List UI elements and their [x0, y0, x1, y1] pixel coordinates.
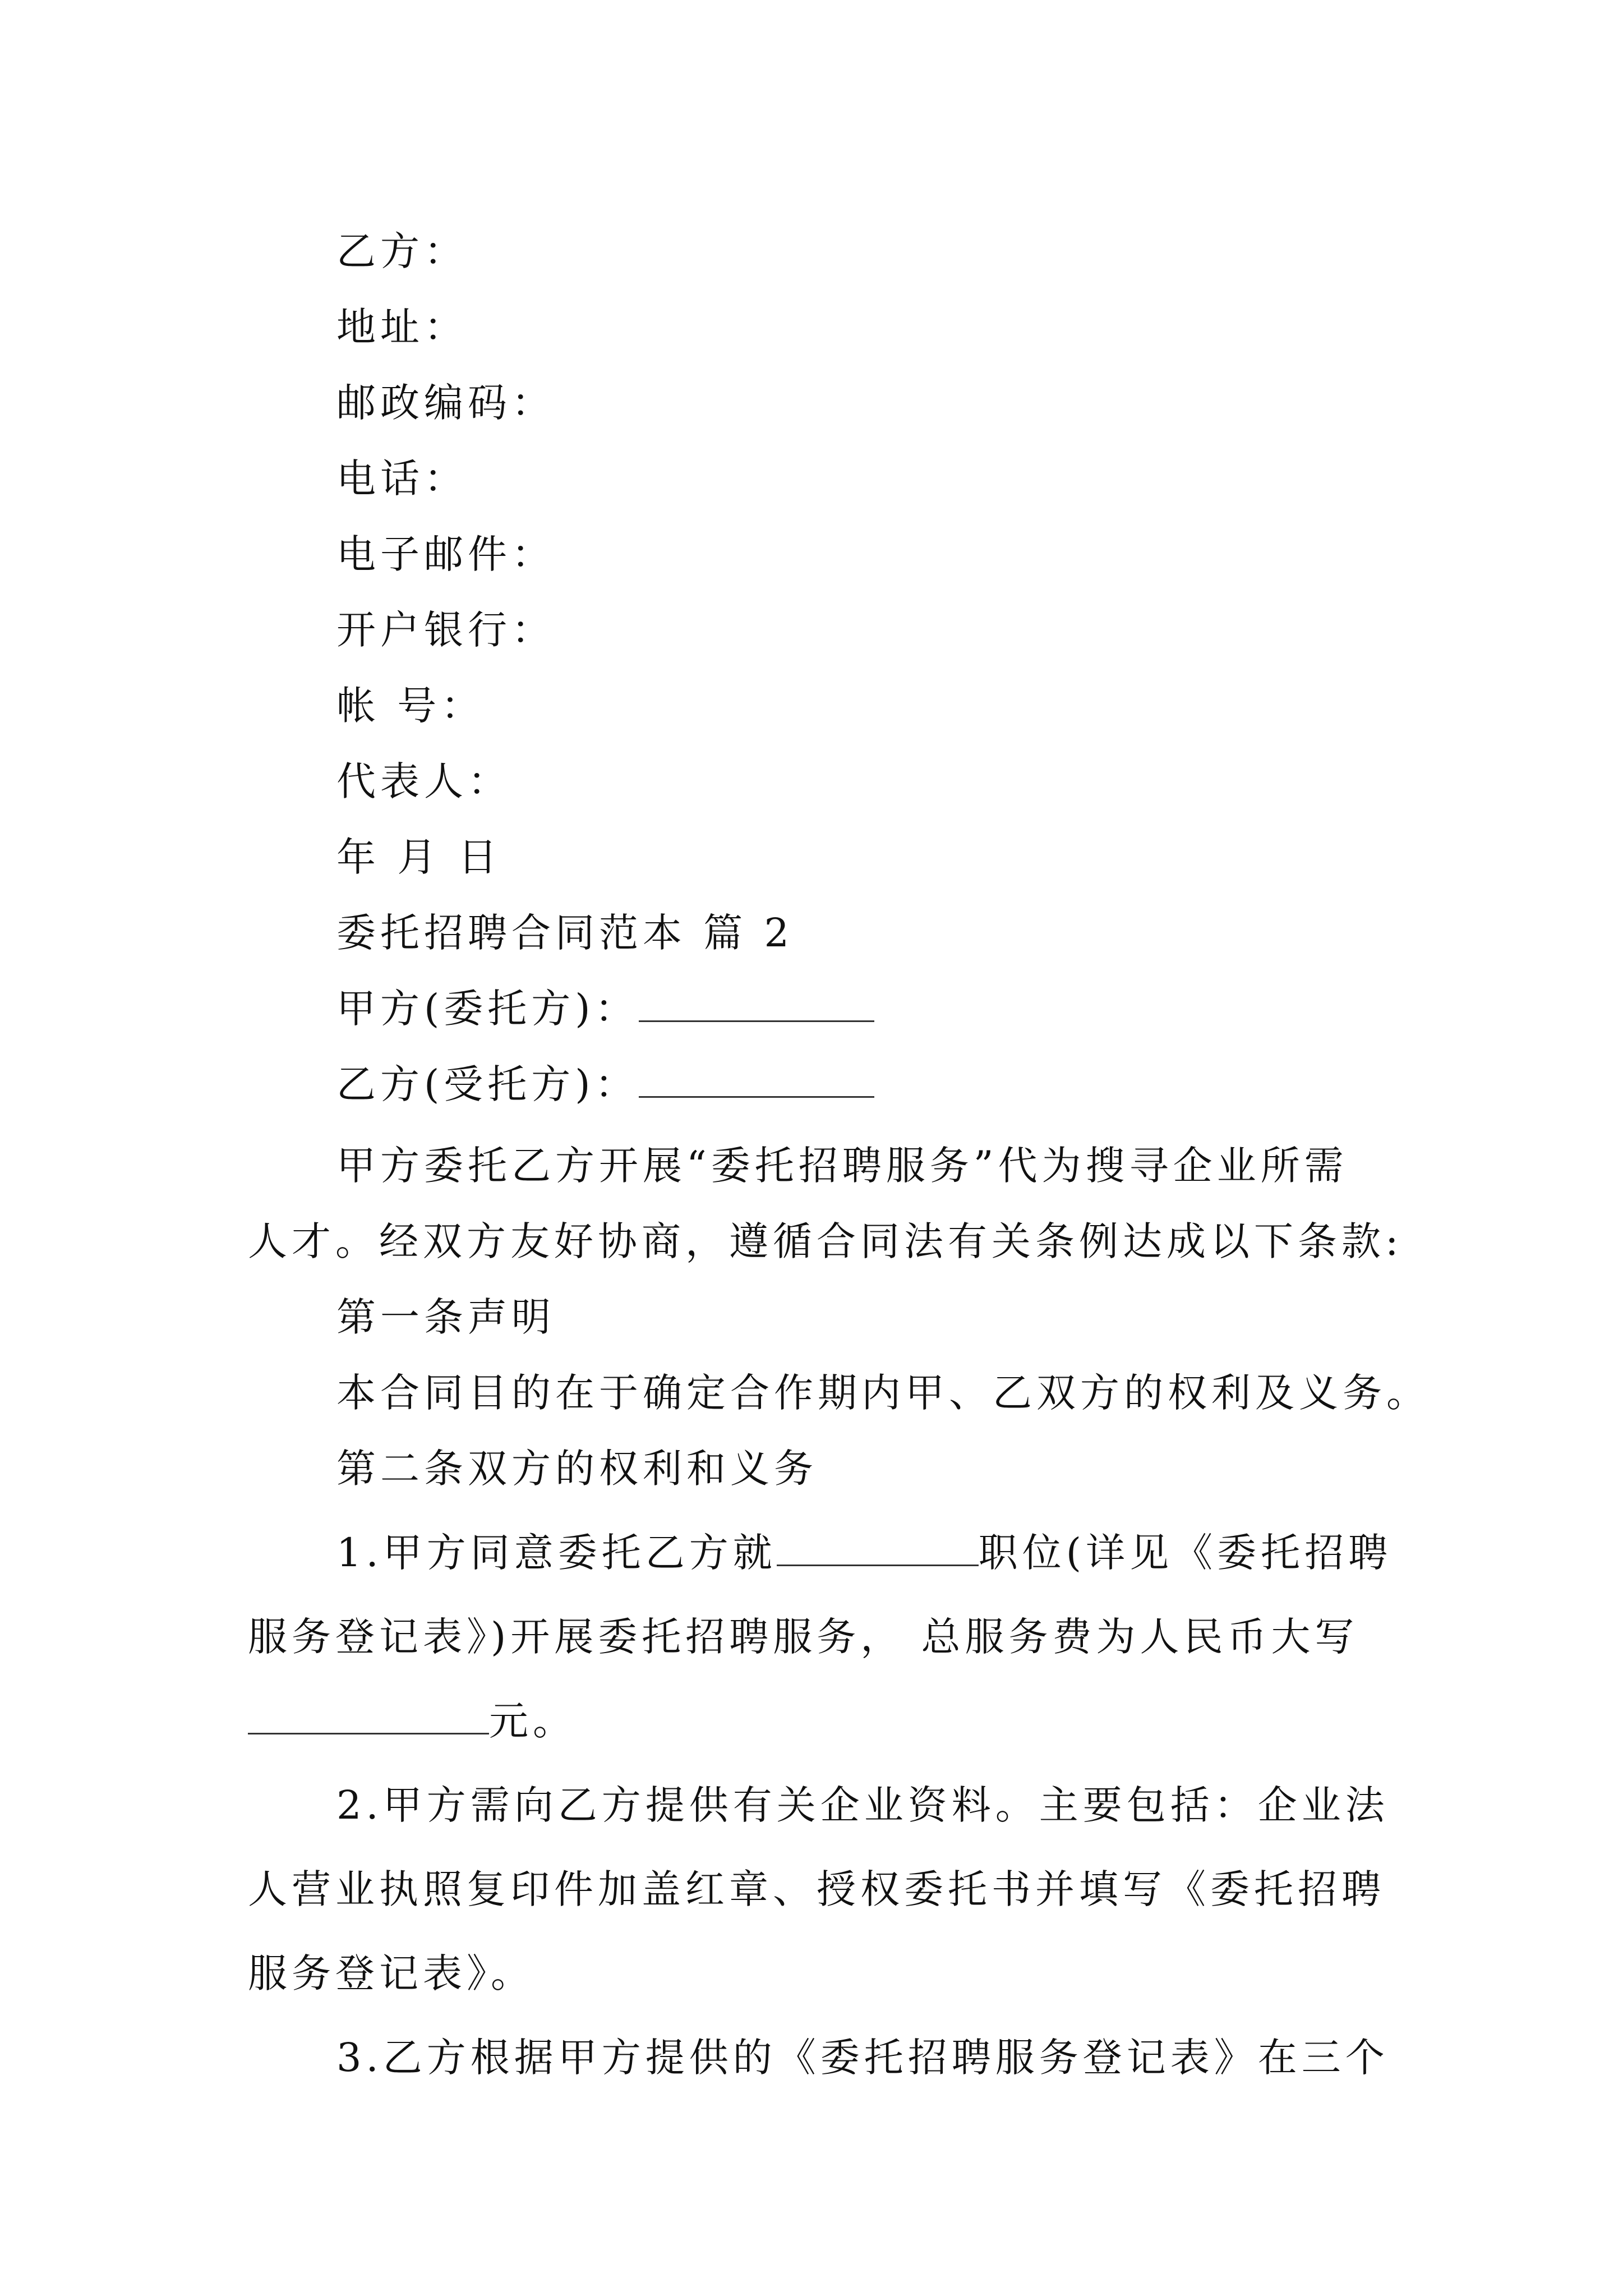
item-1-text-a: 1.甲方同意委托乙方就 [336, 1530, 777, 1576]
account-label: 帐 号： [336, 683, 485, 729]
party-a-label: 甲方(委托方)： [336, 986, 639, 1032]
item-2-line-2: 人营业执照复印件加盖红章、授权委托书并填写《委托招聘 [248, 1866, 1385, 1912]
item-1-line-2: 服务登记表》)开展委托招聘服务， 总服务费为人民币大写 [248, 1614, 1359, 1660]
item-1-line-1 [336, 1521, 1392, 1578]
representative-label: 代表人： [336, 758, 511, 804]
item-1-line-3 [248, 1690, 577, 1746]
item-3-line-1: 3.乙方根据甲方提供的《委托招聘服务登记表》在三个 [336, 2035, 1389, 2081]
party-b-line [336, 1053, 874, 1110]
article-1-title: 第一条声明 [336, 1294, 555, 1340]
article-1-text: 本合同目的在于确定合作期内甲、乙双方的权利及义务。 [336, 1370, 1430, 1416]
email-label: 电子邮件： [336, 531, 555, 577]
party-b-blank [639, 1061, 874, 1098]
date-line: 年 月 日 [336, 834, 502, 880]
bank-label: 开户银行： [336, 607, 555, 653]
phone-label: 电话： [336, 455, 468, 501]
article-2-title: 第二条双方的权利和义务 [336, 1446, 818, 1492]
address-label: 地址： [336, 304, 468, 350]
item-1-text-c: 元。 [489, 1698, 577, 1744]
fee-blank [248, 1698, 489, 1734]
section-heading: 委托招聘合同范本 篇 2 [336, 910, 794, 956]
party-b-contract-label: 乙方(受托方)： [336, 1061, 639, 1107]
item-2-line-1: 2.甲方需向乙方提供有关企业资料。主要包括：企业法 [336, 1782, 1389, 1828]
postal-code-label: 邮政编码： [336, 380, 555, 426]
intro-line-1: 甲方委托乙方开展“委托招聘服务”代为搜寻企业所需 [336, 1143, 1348, 1189]
position-blank [777, 1530, 979, 1566]
party-a-blank [639, 986, 874, 1022]
item-1-text-b: 职位(详见《委托招聘 [978, 1530, 1393, 1576]
intro-line-2: 人才。经双方友好协商，遵循合同法有关条例达成以下条款: [248, 1218, 1403, 1264]
party-b-label: 乙方： [336, 228, 468, 274]
party-a-line [336, 977, 874, 1034]
item-2-line-3: 服务登记表》。 [248, 1950, 534, 1996]
